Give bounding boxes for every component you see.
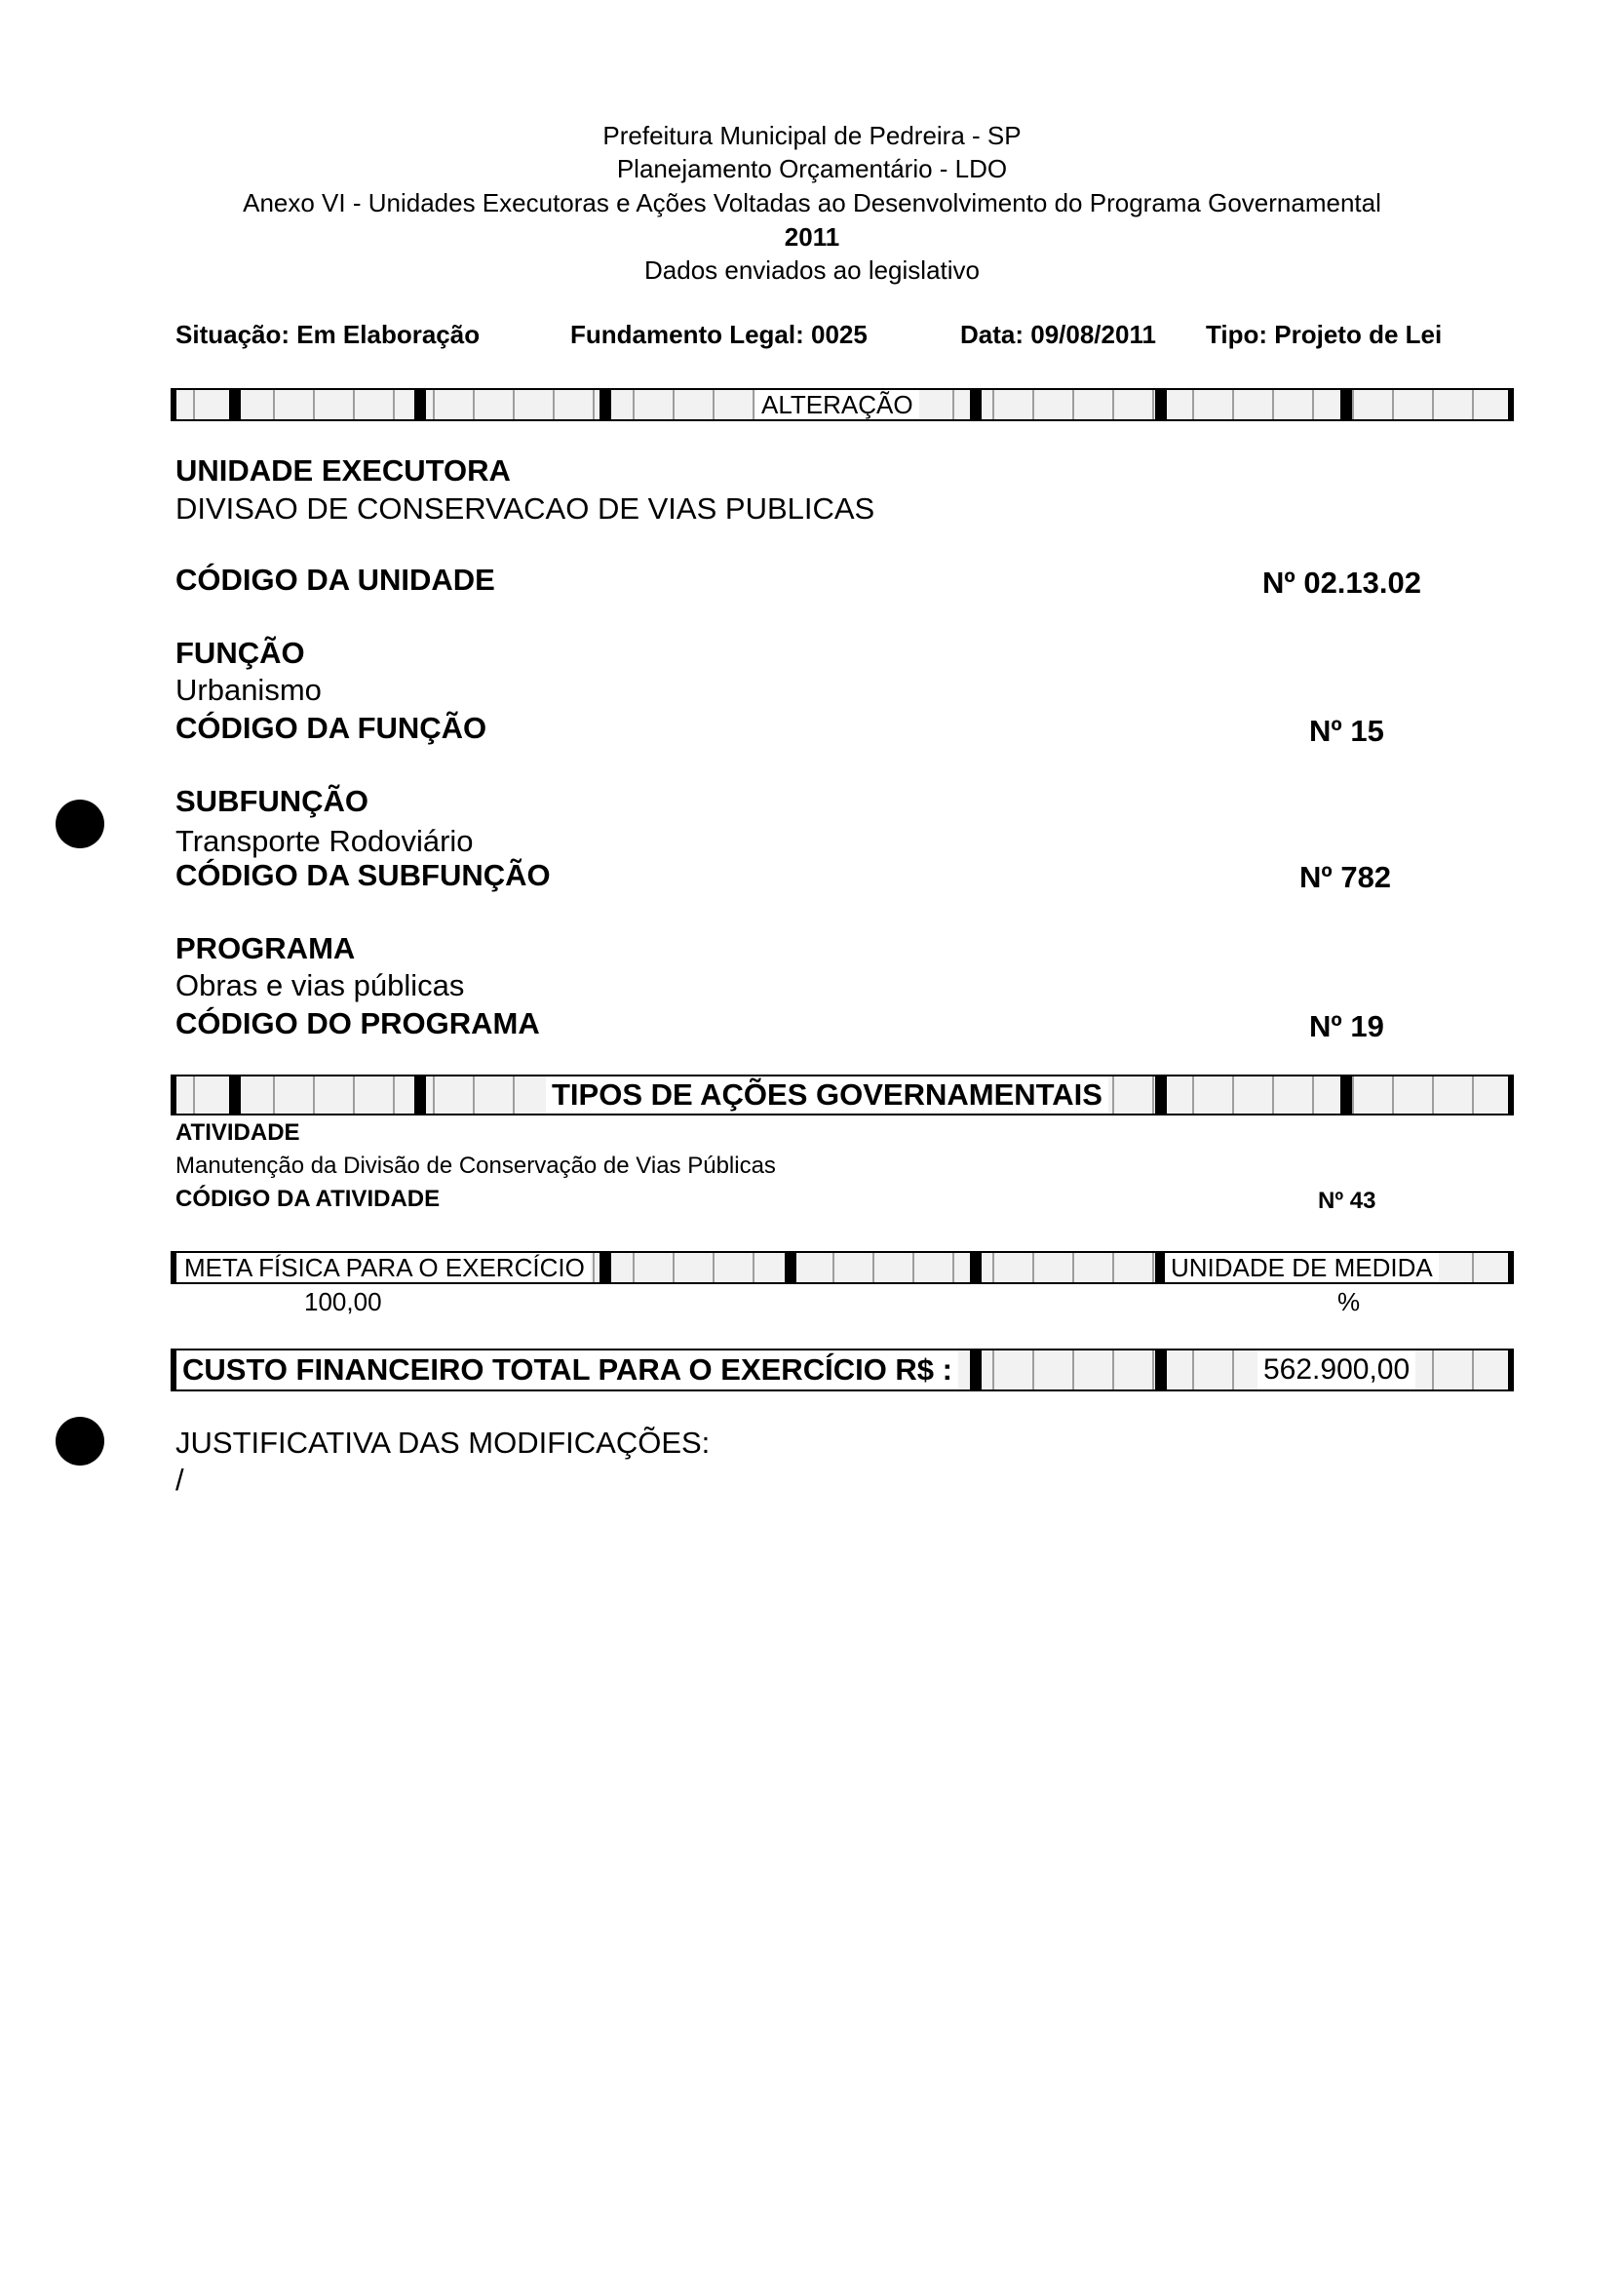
subfuncao-code-value: Nº 782 <box>1299 860 1392 894</box>
status-data: Data: 09/08/2011 <box>960 320 1156 349</box>
meta-unit: % <box>1337 1287 1361 1316</box>
atividade-title: ATIVIDADE <box>175 1119 300 1146</box>
programa-code-value: Nº 19 <box>1309 1009 1384 1043</box>
status-tipo: Tipo: Projeto de Lei <box>1206 320 1443 349</box>
status-row <box>175 320 1472 359</box>
meta-value: 100,00 <box>304 1287 382 1316</box>
funcao-title: FUNÇÃO <box>175 636 305 670</box>
unidade-name: DIVISAO DE CONSERVACAO DE VIAS PUBLICAS <box>175 491 875 526</box>
banner-alteracao-label: ALTERAÇÃO <box>755 390 919 419</box>
banner-custo-financeiro <box>171 1349 1514 1391</box>
programa-name: Obras e vias públicas <box>175 968 465 1002</box>
header-anexo: Anexo VI - Unidades Executoras e Ações Voltadas ao Desenvolvimento do Programa Governamental <box>243 188 1381 217</box>
unidade-code-value: Nº 02.13.02 <box>1262 566 1421 600</box>
banner-alteracao <box>171 388 1514 421</box>
unidade-code-label: CÓDIGO DA UNIDADE <box>175 563 495 597</box>
funcao-name: Urbanismo <box>175 673 322 707</box>
meta-label: META FÍSICA PARA O EXERCÍCIO <box>178 1253 591 1282</box>
header-dados: Dados enviados ao legislativo <box>644 255 980 285</box>
banner-tipos-label: TIPOS DE AÇÕES GOVERNAMENTAIS <box>546 1076 1108 1114</box>
subfuncao-name: Transporte Rodoviário <box>175 824 474 858</box>
banner-tipos-acoes <box>171 1075 1514 1115</box>
unidade-title: UNIDADE EXECUTORA <box>175 453 511 488</box>
header-prefeitura: Prefeitura Municipal de Pedreira - SP <box>602 121 1022 150</box>
subfuncao-title: SUBFUNÇÃO <box>175 784 369 818</box>
header-planejamento: Planejamento Orçamentário - LDO <box>616 154 1008 183</box>
atividade-name: Manutenção da Divisão de Conservação de Vias Públicas <box>175 1153 776 1179</box>
atividade-code-value: Nº 43 <box>1318 1188 1376 1214</box>
custo-value: 562.900,00 <box>1257 1350 1415 1389</box>
funcao-code-label: CÓDIGO DA FUNÇÃO <box>175 711 487 745</box>
programa-title: PROGRAMA <box>175 931 356 965</box>
atividade-code-label: CÓDIGO DA ATIVIDADE <box>175 1186 441 1212</box>
meta-unit-label: UNIDADE DE MEDIDA <box>1165 1253 1439 1282</box>
subfuncao-code-label: CÓDIGO DA SUBFUNÇÃO <box>175 858 551 892</box>
margin-bullet <box>56 1417 104 1466</box>
justificativa-label: JUSTIFICATIVA DAS MODIFICAÇÕES: <box>175 1426 711 1460</box>
programa-code-label: CÓDIGO DO PROGRAMA <box>175 1006 540 1040</box>
banner-meta-fisica <box>171 1251 1514 1284</box>
custo-label: CUSTO FINANCEIRO TOTAL PARA O EXERCÍCIO R$ : <box>176 1350 958 1389</box>
status-fundamento: Fundamento Legal: 0025 <box>570 320 868 349</box>
margin-bullet <box>56 800 104 848</box>
status-situacao: Situação: Em Elaboração <box>175 320 481 349</box>
header-year: 2011 <box>784 222 840 252</box>
funcao-code-value: Nº 15 <box>1309 714 1384 748</box>
justificativa-text: / <box>175 1463 184 1497</box>
